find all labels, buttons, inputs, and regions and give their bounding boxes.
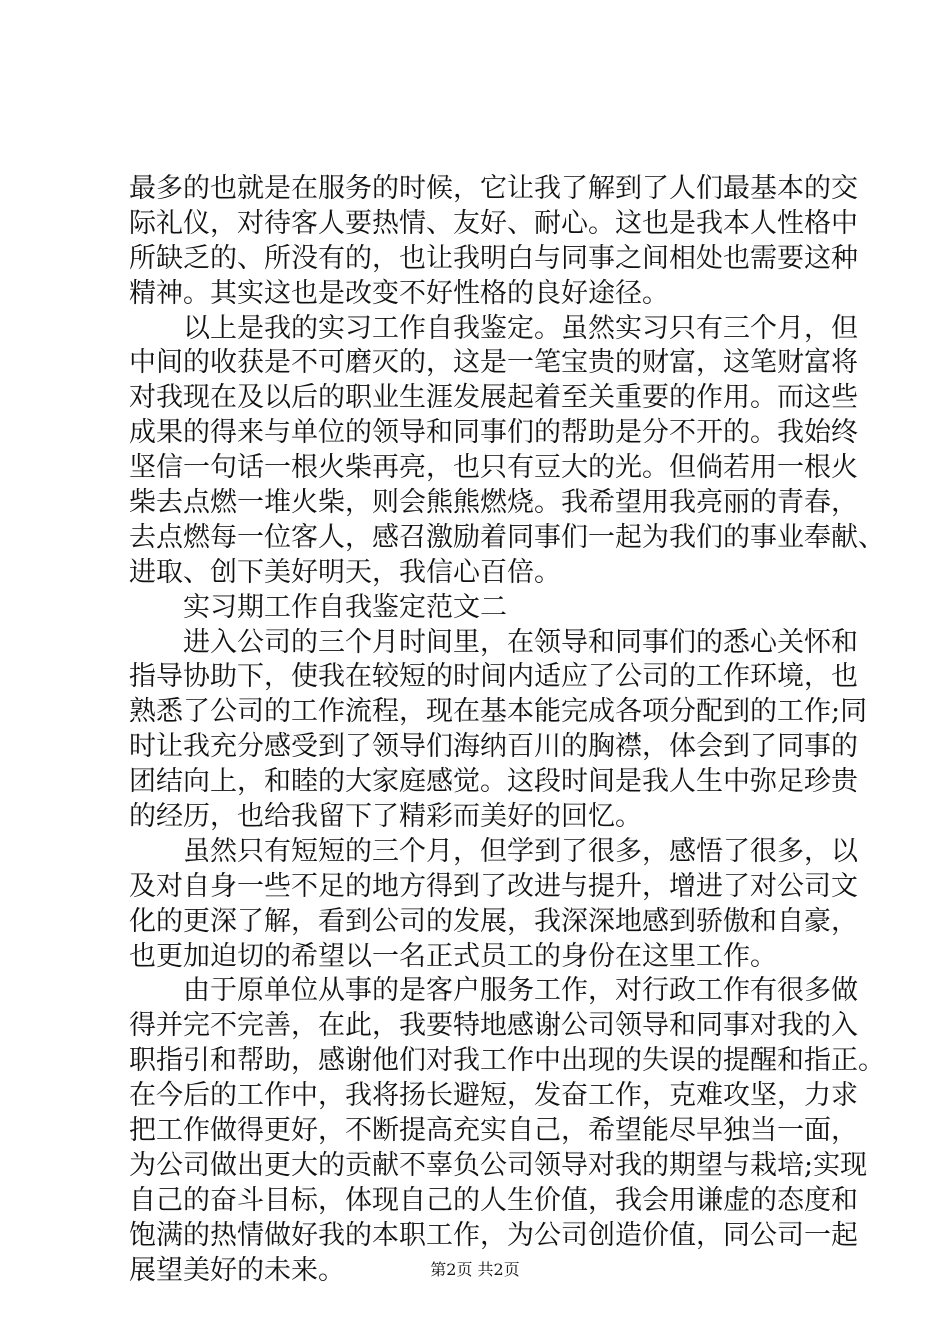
text-line: 以上是我的实习工作自我鉴定。虽然实习只有三个月，但 — [183, 312, 858, 344]
text-line: 进取、创下美好明天，我信心百倍。 — [129, 556, 561, 588]
text-line: 由于原单位从事的是客户服务工作，对行政工作有很多做 — [183, 975, 858, 1007]
text-line: 也更加迫切的希望以一名正式员工的身份在这里工作。 — [129, 940, 777, 972]
text-line: 自己的奋斗目标，体现自己的人生价值，我会用谦虚的态度和 — [129, 1184, 858, 1216]
text-line: 成果的得来与单位的领导和同事们的帮助是分不开的。我始终 — [129, 417, 858, 449]
text-line: 柴去点燃一堆火柴，则会熊熊燃烧。我希望用我亮丽的青春， — [129, 487, 858, 519]
text-line: 在今后的工作中，我将扬长避短，发奋工作，克难攻坚，力求 — [129, 1080, 858, 1112]
text-line: 中间的收获是不可磨灭的，这是一笔宝贵的财富，这笔财富将 — [129, 347, 858, 379]
text-line: 及对自身一些不足的地方得到了改进与提升，增进了对公司文 — [129, 870, 858, 902]
text-line: 进入公司的三个月时间里，在领导和同事们的悉心关怀和 — [183, 626, 858, 658]
text-line: 职指引和帮助，感谢他们对我工作中出现的失误的提醒和指正。 — [129, 1045, 885, 1077]
document-body — [129, 172, 885, 1289]
text-line: 饱满的热情做好我的本职工作，为公司创造价值，同公司一起 — [129, 1219, 858, 1251]
text-line: 得并完不完善，在此，我要特地感谢公司领导和同事对我的入 — [129, 1010, 858, 1042]
text-line: 把工作做得更好，不断提高充实自己，希望能尽早独当一面， — [129, 1115, 858, 1147]
text-line: 对我现在及以后的职业生涯发展起着至关重要的作用。而这些 — [129, 382, 858, 414]
text-line: 去点燃每一位客人，感召激励着同事们一起为我们的事业奉献、 — [129, 521, 885, 553]
page-footer: 第2页 共2页 — [430, 1260, 520, 1279]
text-line: 最多的也就是在服务的时候，它让我了解到了人们最基本的交 — [129, 173, 858, 204]
text-line: 所缺乏的、所没有的，也让我明白与同事之间相处也需要这种 — [129, 242, 858, 274]
text-line: 指导协助下，使我在较短的时间内适应了公司的工作环境，也 — [129, 661, 858, 693]
text-line: 熟悉了公司的工作流程，现在基本能完成各项分配到的工作;同 — [129, 696, 868, 728]
text-line: 实习期工作自我鉴定范文二 — [183, 591, 507, 623]
text-line: 虽然只有短短的三个月，但学到了很多，感悟了很多，以 — [183, 835, 858, 867]
text-line: 精神。其实这也是改变不好性格的良好途径。 — [129, 277, 669, 309]
text-line: 时让我充分感受到了领导们海纳百川的胸襟，体会到了同事的 — [129, 731, 858, 763]
text-line: 为公司做出更大的贡献不辜负公司领导对我的期望与栽培;实现 — [129, 1149, 868, 1181]
text-line: 团结向上，和睦的大家庭感觉。这段时间是我人生中弥足珍贵 — [129, 766, 858, 798]
text-line: 际礼仪，对待客人要热情、友好、耐心。这也是我本人性格中 — [129, 207, 858, 239]
text-line: 坚信一句话一根火柴再亮，也只有豆大的光。但倘若用一根火 — [129, 452, 858, 484]
text-line: 化的更深了解，看到公司的发展，我深深地感到骄傲和自豪， — [129, 905, 858, 937]
text-line: 的经历，也给我留下了精彩而美好的回忆。 — [129, 801, 642, 833]
text-line: 展望美好的未来。 — [129, 1254, 345, 1286]
